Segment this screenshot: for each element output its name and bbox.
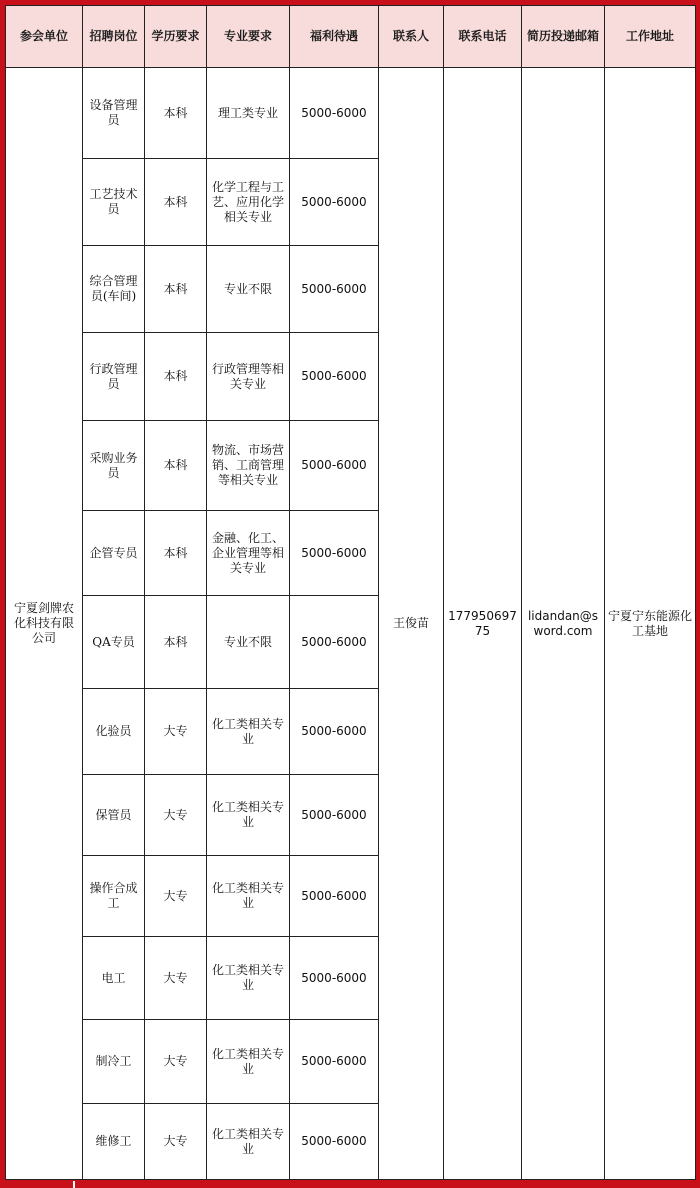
salary-cell: 5000-6000 bbox=[290, 1020, 379, 1104]
education-cell: 大专 bbox=[145, 689, 207, 775]
position-cell: QA专员 bbox=[83, 596, 145, 689]
salary-cell: 5000-6000 bbox=[290, 511, 379, 596]
header-row bbox=[6, 6, 696, 68]
company-name: 宁夏剑牌农化科技有限公司 bbox=[6, 68, 83, 1180]
salary-cell: 5000-6000 bbox=[290, 856, 379, 937]
education-cell: 大专 bbox=[145, 856, 207, 937]
major-cell: 金融、化工、企业管理等相关专业 bbox=[207, 511, 290, 596]
major-cell: 行政管理等相关专业 bbox=[207, 333, 290, 421]
contact-person: 王俊苗 bbox=[379, 68, 444, 1180]
major-cell: 化工类相关专业 bbox=[207, 1104, 290, 1180]
major-cell: 化工类相关专业 bbox=[207, 1020, 290, 1104]
recruitment-table bbox=[5, 5, 696, 1180]
position-cell: 保管员 bbox=[83, 775, 145, 856]
header-major: 专业要求 bbox=[207, 6, 290, 68]
education-cell: 本科 bbox=[145, 596, 207, 689]
resume-email: lidandan@sword.com bbox=[522, 68, 605, 1180]
education-cell: 大专 bbox=[145, 775, 207, 856]
education-cell: 本科 bbox=[145, 68, 207, 159]
education-cell: 本科 bbox=[145, 333, 207, 421]
position-cell: 企管专员 bbox=[83, 511, 145, 596]
major-cell: 化工类相关专业 bbox=[207, 775, 290, 856]
salary-cell: 5000-6000 bbox=[290, 1104, 379, 1180]
work-address: 宁夏宁东能源化工基地 bbox=[605, 68, 696, 1180]
header-salary: 福利待遇 bbox=[290, 6, 379, 68]
education-cell: 本科 bbox=[145, 159, 207, 246]
position-cell: 制冷工 bbox=[83, 1020, 145, 1104]
salary-cell: 5000-6000 bbox=[290, 246, 379, 333]
salary-cell: 5000-6000 bbox=[290, 159, 379, 246]
contact-phone: 17795069775 bbox=[444, 68, 522, 1180]
header-email: 简历投递邮箱 bbox=[522, 6, 605, 68]
header-contact: 联系人 bbox=[379, 6, 444, 68]
major-cell: 化工类相关专业 bbox=[207, 689, 290, 775]
education-cell: 本科 bbox=[145, 421, 207, 511]
position-cell: 行政管理员 bbox=[83, 333, 145, 421]
position-cell: 维修工 bbox=[83, 1104, 145, 1180]
table-row bbox=[6, 68, 696, 159]
position-cell: 化验员 bbox=[83, 689, 145, 775]
salary-cell: 5000-6000 bbox=[290, 937, 379, 1020]
education-cell: 大专 bbox=[145, 1104, 207, 1180]
major-cell: 物流、市场营销、工商管理等相关专业 bbox=[207, 421, 290, 511]
salary-cell: 5000-6000 bbox=[290, 596, 379, 689]
education-cell: 大专 bbox=[145, 1020, 207, 1104]
recruitment-sheet bbox=[5, 5, 695, 1180]
position-cell: 采购业务员 bbox=[83, 421, 145, 511]
major-cell: 专业不限 bbox=[207, 246, 290, 333]
position-cell: 操作合成工 bbox=[83, 856, 145, 937]
salary-cell: 5000-6000 bbox=[290, 68, 379, 159]
salary-cell: 5000-6000 bbox=[290, 333, 379, 421]
position-cell: 综合管理员(车间) bbox=[83, 246, 145, 333]
position-cell: 设备管理员 bbox=[83, 68, 145, 159]
salary-cell: 5000-6000 bbox=[290, 421, 379, 511]
education-cell: 本科 bbox=[145, 246, 207, 333]
major-cell: 化工类相关专业 bbox=[207, 856, 290, 937]
major-cell: 理工类专业 bbox=[207, 68, 290, 159]
header-phone: 联系电话 bbox=[444, 6, 522, 68]
position-cell: 工艺技术员 bbox=[83, 159, 145, 246]
major-cell: 专业不限 bbox=[207, 596, 290, 689]
header-company: 参会单位 bbox=[6, 6, 83, 68]
major-cell: 化学工程与工艺、应用化学相关专业 bbox=[207, 159, 290, 246]
header-education: 学历要求 bbox=[145, 6, 207, 68]
bottom-edge-mark bbox=[73, 1181, 75, 1188]
header-position: 招聘岗位 bbox=[83, 6, 145, 68]
position-cell: 电工 bbox=[83, 937, 145, 1020]
education-cell: 大专 bbox=[145, 937, 207, 1020]
salary-cell: 5000-6000 bbox=[290, 775, 379, 856]
education-cell: 本科 bbox=[145, 511, 207, 596]
header-address: 工作地址 bbox=[605, 6, 696, 68]
salary-cell: 5000-6000 bbox=[290, 689, 379, 775]
major-cell: 化工类相关专业 bbox=[207, 937, 290, 1020]
